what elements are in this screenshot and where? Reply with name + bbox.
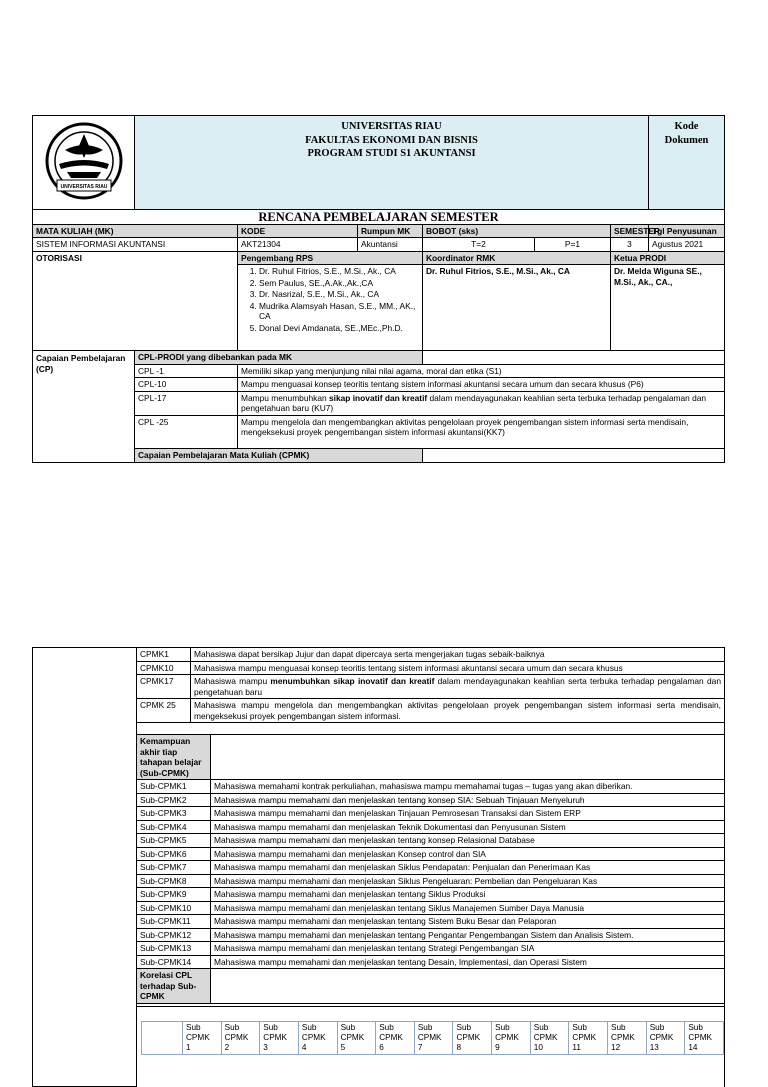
cpmk-code: CPMK10 xyxy=(137,661,191,675)
subcpmk-code: Sub-CPMK4 xyxy=(137,820,211,834)
header-bobot: BOBOT (sks) xyxy=(423,224,611,238)
cpl-text: Mampu mengelola dan mengembangkan aktivitas pengelolaan proyek pengembangan sistem informasi serta mendisain, mengeksekusi proyek pengembangan sistem informasi akuntansi(KK7) xyxy=(238,415,725,448)
program-name: PROGRAM STUDI S1 AKUNTANSI xyxy=(307,148,476,160)
koordinator-name: Dr. Ruhul Fitrios, S.E., M.Si., Ak., CA xyxy=(423,265,611,351)
pengembang-item: 5. Donal Devi Amdanata, SE.,MEc.,Ph.D. xyxy=(259,323,419,334)
tgl-value: Agustus 2021 xyxy=(649,238,725,252)
cpl-text: Mampu menumbuhkan sikap inovatif dan kreatif dalam mendayagunakan keahlian serta terbuka terhadap pengalaman dan pengetahuan baru (KU7) xyxy=(238,391,725,415)
subcpmk-code: Sub-CPMK5 xyxy=(137,834,211,848)
pengembang-item: 2. Sem Paulus, SE.,A.Ak.,Ak.,CA xyxy=(259,278,419,289)
subcpmk-code: Sub-CPMK14 xyxy=(137,955,211,969)
koordinator-label: Koordinator RMK xyxy=(423,251,611,265)
blank-left-column xyxy=(33,648,137,1087)
ketua-label: Ketua PRODI xyxy=(611,251,725,265)
subcpmk-code: Sub-CPMK6 xyxy=(137,847,211,861)
header-mata-kuliah: MATA KULIAH (MK) xyxy=(33,224,238,238)
subcpmk-text: Mahasiswa mampu memahami dan menjelaskan tentang Siklus Manajemen Sumber Daya Manusia xyxy=(211,901,725,915)
cpmk-code: CPMK1 xyxy=(137,648,191,662)
cpl-code: CPL-10 xyxy=(135,378,238,392)
cpl-code: CPL -1 xyxy=(135,364,238,378)
rps-header-table xyxy=(32,115,725,463)
header-tgl: Tgl Penyusunan xyxy=(649,224,725,238)
course-code: AKT21304 xyxy=(238,238,358,252)
pengembang-item: 3. Dr. Nasrizal, S.E., M.Si., Ak., CA xyxy=(259,289,419,300)
subcpmk-code: Sub-CPMK7 xyxy=(137,861,211,875)
subcpmk-code: Sub-CPMK8 xyxy=(137,874,211,888)
korelasi-col: Sub CPMK 11 xyxy=(569,1021,608,1055)
korelasi-col: Sub CPMK 6 xyxy=(376,1021,415,1055)
cpmk-text: Mahasiswa mampu mengelola dan mengembangkan aktivitas pengelolaan proyek pengembangan sistem informasi serta mendisain, mengeksekusi proyek pengembangan sistem informasi. xyxy=(191,699,725,723)
cp-label: Capaian Pembelajaran (CP) xyxy=(33,351,135,463)
korelasi-col: Sub CPMK 10 xyxy=(530,1021,569,1055)
pengembang-item: 4. Mudrika Alamsyah Hasan, S.E., MM., AK., CA xyxy=(259,301,419,322)
cpmk-text: Mahasiswa mampu menumbuhkan sikap inovatif dan kreatif dalam mendayagunakan keahlian serta terbuka terhadap pengalaman dan pengetahuan baru xyxy=(191,675,725,699)
faculty-name: FAKULTAS EKONOMI DAN BISNIS xyxy=(305,134,478,146)
semester-value: 3 xyxy=(611,238,649,252)
pengembang-label: Pengembang RPS xyxy=(238,251,423,265)
bobot-p: P=1 xyxy=(535,238,611,252)
korelasi-col: Sub CPMK 4 xyxy=(298,1021,337,1055)
cpmk-code: CPMK17 xyxy=(137,675,191,699)
subcpmk-text: Mahasiswa mampu memahami dan menjelaskan tentang konsep SIA: Sebuah Tinjauan Menyeluruh xyxy=(211,793,725,807)
korelasi-col: Sub CPMK 5 xyxy=(337,1021,376,1055)
korelasi-col: Sub CPMK 14 xyxy=(685,1021,724,1055)
subcpmk-text: Mahasiswa memahami kontrak perkuliahan, mahasiswa mampu memahamai tugas – tugas yang akan diberikan. xyxy=(211,780,725,794)
ketua-name: Dr. Melda Wiguna SE., M.Si., Ak., CA., xyxy=(611,265,725,351)
cpmk-code: CPMK 25 xyxy=(137,699,191,723)
subcpmk-text: Mahasiswa mampu memahami dan menjelaskan tentang Sistem Buku Besar dan Pelaporan xyxy=(211,915,725,929)
institution-heading xyxy=(135,116,649,210)
course-name: SISTEM INFORMASI AKUNTANSI xyxy=(33,238,238,252)
subcpmk-text: Mahasiswa mampu memahami dan menjelaskan tentang Desain, Implementasi, dan Operasi Sistem xyxy=(211,955,725,969)
subcpmk-code: Sub-CPMK1 xyxy=(137,780,211,794)
korelasi-col: Sub CPMK 2 xyxy=(221,1021,260,1055)
subcpmk-code: Sub-CPMK11 xyxy=(137,915,211,929)
subcpmk-header: Kemampuan akhir tiap tahapan belajar (Sub-CPMK) xyxy=(137,735,211,780)
subcpmk-text: Mahasiswa mampu memahami dan menjelaskan Konsep control dan SIA xyxy=(211,847,725,861)
subcpmk-code: Sub-CPMK13 xyxy=(137,942,211,956)
cpl-text: Memiliki sikap yang menjunjung nilai nilai agama, moral dan etika (S1) xyxy=(238,364,725,378)
kode-dokumen-cell xyxy=(649,116,725,210)
subcpmk-text: Mahasiswa mampu memahami dan menjelaskan Siklus Pendapatan: Penjualan dan Penerimaan Kas xyxy=(211,861,725,875)
subcpmk-text: Mahasiswa mampu memahami dan menjelaskan tentang Strategi Pengembangan SIA xyxy=(211,942,725,956)
korelasi-table xyxy=(141,1021,724,1056)
subcpmk-code: Sub-CPMK2 xyxy=(137,793,211,807)
logo-cell xyxy=(33,116,135,210)
subcpmk-text: Mahasiswa mampu memahami dan menjelaskan tentang konsep Relasional Database xyxy=(211,834,725,848)
header-rumpun: Rumpun MK xyxy=(358,224,423,238)
korelasi-col: Sub CPMK 13 xyxy=(646,1021,685,1055)
header-semester: SEMESTER xyxy=(611,224,649,238)
bobot-t: T=2 xyxy=(423,238,535,252)
university-name: UNIVERSITAS RIAU xyxy=(341,121,442,132)
subcpmk-code: Sub-CPMK9 xyxy=(137,888,211,902)
cpmk-header: Capaian Pembelajaran Mata Kuliah (CPMK) xyxy=(135,448,423,462)
cpl-header: CPL-PRODI yang dibebankan pada MK xyxy=(135,351,423,365)
cpl-code: CPL-17 xyxy=(135,391,238,415)
subcpmk-text: Mahasiswa mampu memahami dan menjelaskan Tinjauan Pemrosesan Transaksi dan Sistem ERP xyxy=(211,807,725,821)
pengembang-item: 1. Dr. Ruhul Fitrios, S.E., M.Si., Ak., CA xyxy=(259,266,419,277)
cpl-text: Mampu menguasai konsep teoritis tentang sistem informasi akuntansi secara umum dan secara khusus (P6) xyxy=(238,378,725,392)
subcpmk-code: Sub-CPMK12 xyxy=(137,928,211,942)
korelasi-col: Sub CPMK 7 xyxy=(414,1021,453,1055)
header-kode: KODE xyxy=(238,224,358,238)
logo-text: UNIVERSITAS RIAU xyxy=(60,184,108,190)
pengembang-list-cell xyxy=(238,265,423,351)
subcpmk-code: Sub-CPMK10 xyxy=(137,901,211,915)
pengembang-list xyxy=(241,266,419,333)
cpl-code: CPL -25 xyxy=(135,415,238,448)
korelasi-col: Sub CPMK 8 xyxy=(453,1021,492,1055)
subcpmk-text: Mahasiswa mampu memahami dan menjelaskan tentang Pengantar Pengembangan Sistem dan Analisis Sistem. xyxy=(211,928,725,942)
cpmk-text: Mahasiswa mampu menguasai konsep teoritis tentang sistem informasi akuntansi secara umum dan secara khusus xyxy=(191,661,725,675)
subcpmk-text: Mahasiswa mampu memahami dan menjelaskan tentang Siklus Produksi xyxy=(211,888,725,902)
subcpmk-text: Mahasiswa mampu memahami dan menjelaskan Teknik Dokumentasi dan Penyusunan Sistem xyxy=(211,820,725,834)
university-logo xyxy=(37,120,131,202)
korelasi-grid-cell xyxy=(137,1006,725,1087)
course-rumpun: Akuntansi xyxy=(358,238,423,252)
korelasi-col: Sub CPMK 1 xyxy=(183,1021,222,1055)
subcpmk-text: Mahasiswa mampu memahami dan menjelaskan Siklus Pengeluaran: Pembelian dan Pengeluaran Kas xyxy=(211,874,725,888)
korelasi-col: Sub CPMK 12 xyxy=(608,1021,647,1055)
kode-label: Kode xyxy=(674,121,699,132)
korelasi-header: Korelasi CPL terhadap Sub-CPMK xyxy=(137,969,211,1004)
cpmk-text: Mahasiswa dapat bersikap Jujur dan dapat dipercaya serta mengerjakan tugas sebaik-baiknya xyxy=(191,648,725,662)
otorisasi-label: OTORISASI xyxy=(33,251,238,351)
cpmk-table xyxy=(32,647,725,1087)
dokumen-label: Dokumen xyxy=(664,134,709,146)
korelasi-col: Sub CPMK 9 xyxy=(492,1021,531,1055)
subcpmk-code: Sub-CPMK3 xyxy=(137,807,211,821)
korelasi-col: Sub CPMK 3 xyxy=(260,1021,299,1055)
document-title: RENCANA PEMBELAJARAN SEMESTER xyxy=(33,209,725,224)
